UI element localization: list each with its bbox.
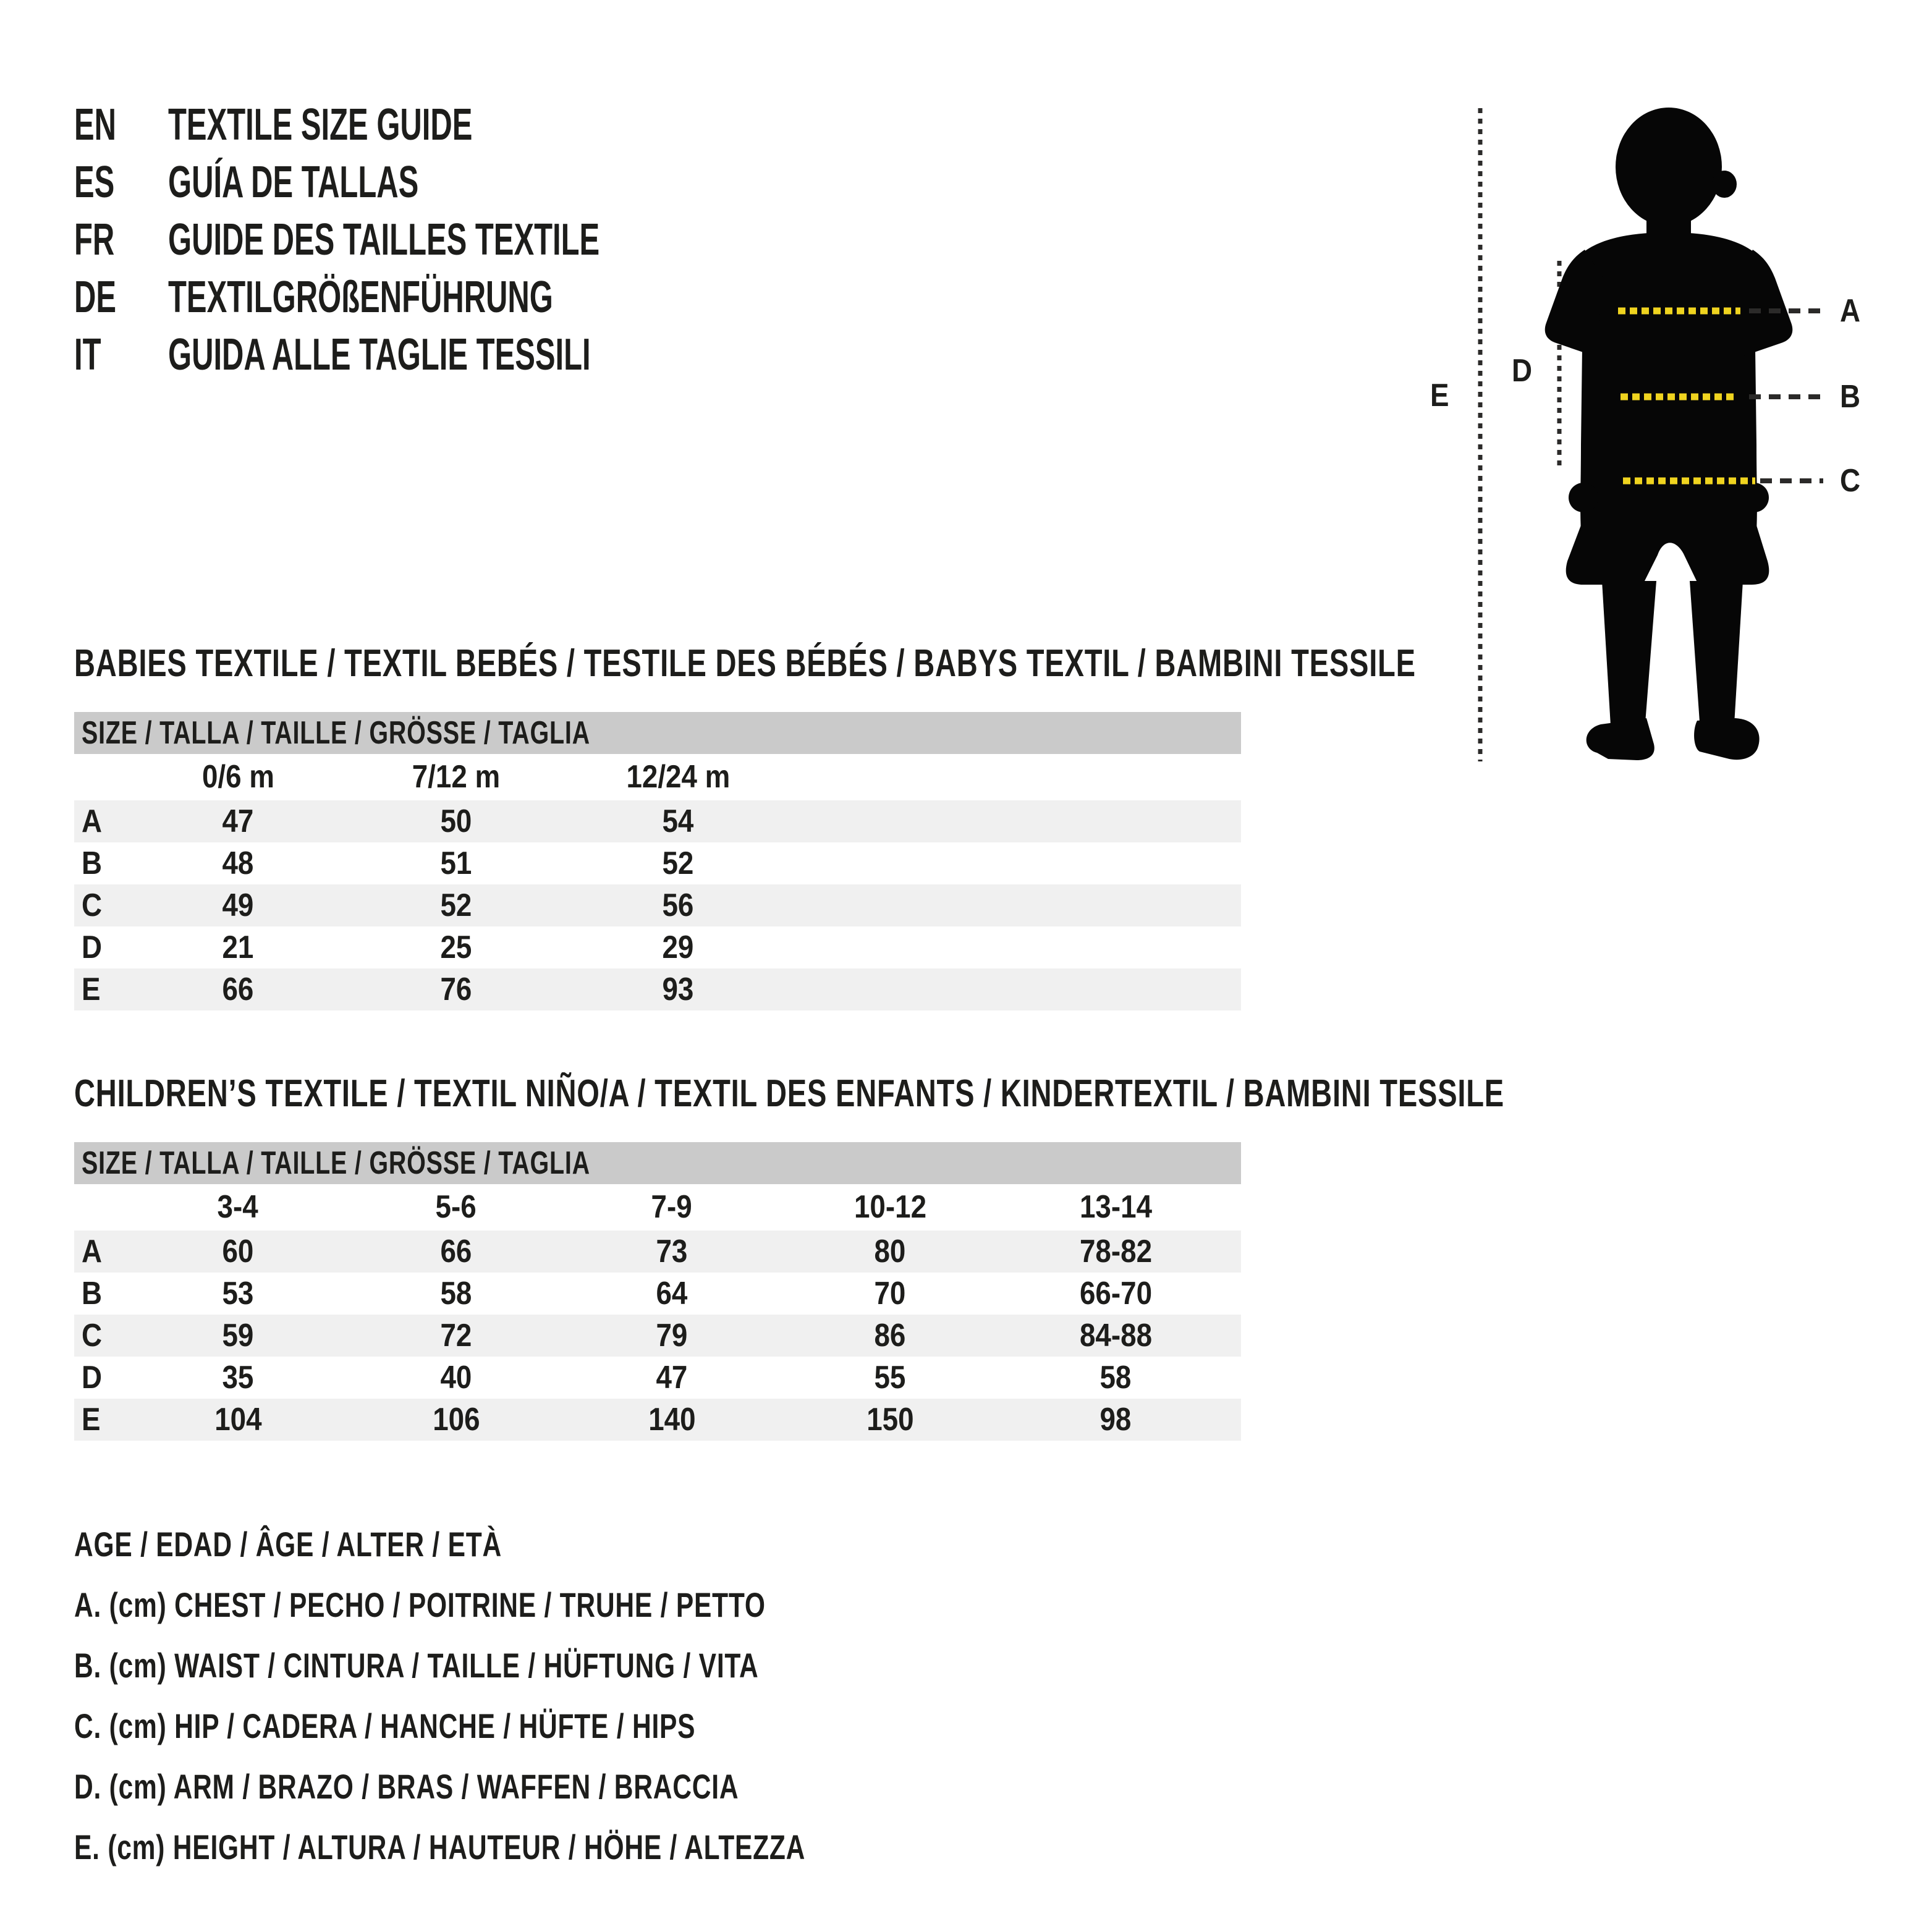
marker-label-e: E	[1430, 378, 1449, 413]
table-row	[74, 800, 1241, 842]
cell-value: 84-88	[1079, 1318, 1152, 1354]
children-table-header-text: SIZE / TALLA / TAILLE / GRÖSSE / TAGLIA	[82, 1145, 590, 1181]
language-code: ES	[74, 158, 115, 207]
row-label: C	[82, 888, 103, 923]
cell-value: 53	[222, 1276, 254, 1311]
guide-title-es: GUÍA DE TALLAS	[168, 158, 419, 207]
cell-value: 78-82	[1079, 1234, 1152, 1269]
row-label: E	[82, 1402, 101, 1438]
cell-value: 72	[440, 1318, 472, 1354]
column-header: 10-12	[854, 1189, 926, 1225]
column-header: 13-14	[1079, 1189, 1152, 1225]
cell-value: 73	[656, 1234, 688, 1269]
cell-value: 21	[222, 930, 254, 965]
cell-value: 80	[874, 1234, 906, 1269]
cell-value: 104	[214, 1402, 262, 1438]
table-row	[74, 1357, 1241, 1399]
cell-value: 70	[874, 1276, 906, 1311]
column-header: 7/12 m	[412, 759, 501, 795]
cell-value: 76	[440, 972, 472, 1007]
cell-value: 64	[656, 1276, 688, 1311]
row-label: D	[82, 930, 103, 965]
cell-value: 40	[440, 1360, 472, 1396]
row-label: A	[82, 803, 103, 839]
table-row	[74, 1399, 1241, 1441]
babies-size-table	[74, 712, 1241, 1010]
column-header: 0/6 m	[201, 759, 274, 795]
column-header: 5-6	[435, 1189, 477, 1225]
children-size-table	[74, 1142, 1241, 1441]
legend-line-waist: B. (cm) WAIST / CINTURA / TAILLE / HÜFTUNG / VITA	[74, 1646, 759, 1685]
marker-label-a: A	[1840, 293, 1861, 329]
column-header: 12/24 m	[626, 759, 730, 795]
cell-value: 66-70	[1079, 1276, 1152, 1311]
language-code: DE	[74, 273, 117, 322]
language-code: EN	[74, 100, 117, 150]
legend-line-height: E. (cm) HEIGHT / ALTURA / HAUTEUR / HÖHE / ALTEZZA	[74, 1828, 806, 1866]
legend-line-arm: D. (cm) ARM / BRAZO / BRAS / WAFFEN / BRACCIA	[74, 1767, 739, 1806]
row-label: A	[82, 1234, 103, 1269]
cell-value: 48	[222, 845, 254, 881]
children-table-header-band	[74, 1142, 1241, 1184]
table-row	[74, 926, 1241, 968]
cell-value: 59	[222, 1318, 254, 1354]
marker-label-b: B	[1840, 379, 1861, 415]
cell-value: 52	[662, 845, 694, 881]
row-label: D	[82, 1360, 103, 1396]
cell-value: 49	[222, 888, 254, 923]
row-label: B	[82, 1276, 103, 1311]
cell-value: 79	[656, 1318, 688, 1354]
marker-label-c: C	[1840, 463, 1861, 499]
table-row	[74, 884, 1241, 926]
marker-label-d: D	[1512, 353, 1533, 389]
cell-value: 58	[440, 1276, 472, 1311]
cell-value: 47	[222, 803, 254, 839]
babies-section-title-text: BABIES TEXTILE / TEXTIL BEBÉS / TESTILE DES BÉBÉS / BABYS TEXTIL / BAMBINI TESSILE	[74, 642, 1416, 685]
guide-title-fr: GUIDE DES TAILLES TEXTILE	[168, 215, 600, 265]
cell-value: 50	[440, 803, 472, 839]
table-row	[74, 1315, 1241, 1357]
cell-value: 54	[662, 803, 694, 839]
table-row	[74, 1231, 1241, 1273]
cell-value: 47	[656, 1360, 688, 1396]
babies-column-headers	[74, 754, 1241, 800]
children-section-title	[74, 1072, 1932, 1116]
table-row	[74, 842, 1241, 884]
guide-title-de: TEXTILGRÖßENFÜHRUNG	[168, 273, 553, 322]
babies-table-header-band	[74, 712, 1241, 754]
table-row	[74, 968, 1241, 1010]
cell-value: 140	[648, 1402, 696, 1438]
guide-title-it: GUIDA ALLE TAGLIE TESSILI	[168, 330, 591, 379]
cell-value: 150	[866, 1402, 914, 1438]
babies-section-title	[74, 642, 1839, 685]
column-header: 7-9	[651, 1189, 693, 1225]
cell-value: 51	[440, 845, 472, 881]
table-row	[74, 1273, 1241, 1315]
cell-value: 98	[1099, 1402, 1132, 1438]
babies-table-header-text: SIZE / TALLA / TAILLE / GRÖSSE / TAGLIA	[82, 715, 590, 751]
cell-value: 55	[874, 1360, 906, 1396]
cell-value: 66	[222, 972, 254, 1007]
children-section-title-text: CHILDREN’S TEXTILE / TEXTIL NIÑO/A / TEXTIL DES ENFANTS / KINDERTEXTIL / BAMBINI TESSILE	[74, 1072, 1504, 1115]
children-column-headers	[74, 1184, 1241, 1231]
row-label: B	[82, 845, 103, 881]
row-label: C	[82, 1318, 103, 1354]
cell-value: 29	[662, 930, 694, 965]
cell-value: 35	[222, 1360, 254, 1396]
language-code: FR	[74, 215, 115, 265]
guide-title-en: TEXTILE SIZE GUIDE	[168, 100, 473, 150]
cell-value: 52	[440, 888, 472, 923]
measurement-legend	[74, 1514, 1036, 1878]
cell-value: 58	[1099, 1360, 1132, 1396]
column-header: 3-4	[217, 1189, 259, 1225]
legend-line-age: AGE / EDAD / ÂGE / ALTER / ETÀ	[74, 1525, 502, 1564]
cell-value: 93	[662, 972, 694, 1007]
legend-line-hip: C. (cm) HIP / CADERA / HANCHE / HÜFTE / HIPS	[74, 1706, 696, 1745]
cell-value: 106	[432, 1402, 480, 1438]
cell-value: 86	[874, 1318, 906, 1354]
language-code: IT	[74, 330, 101, 379]
cell-value: 66	[440, 1234, 472, 1269]
legend-line-chest: A. (cm) CHEST / PECHO / POITRINE / TRUHE / PETTO	[74, 1585, 766, 1624]
row-label: E	[82, 972, 101, 1007]
cell-value: 56	[662, 888, 694, 923]
cell-value: 25	[440, 930, 472, 965]
cell-value: 60	[222, 1234, 254, 1269]
